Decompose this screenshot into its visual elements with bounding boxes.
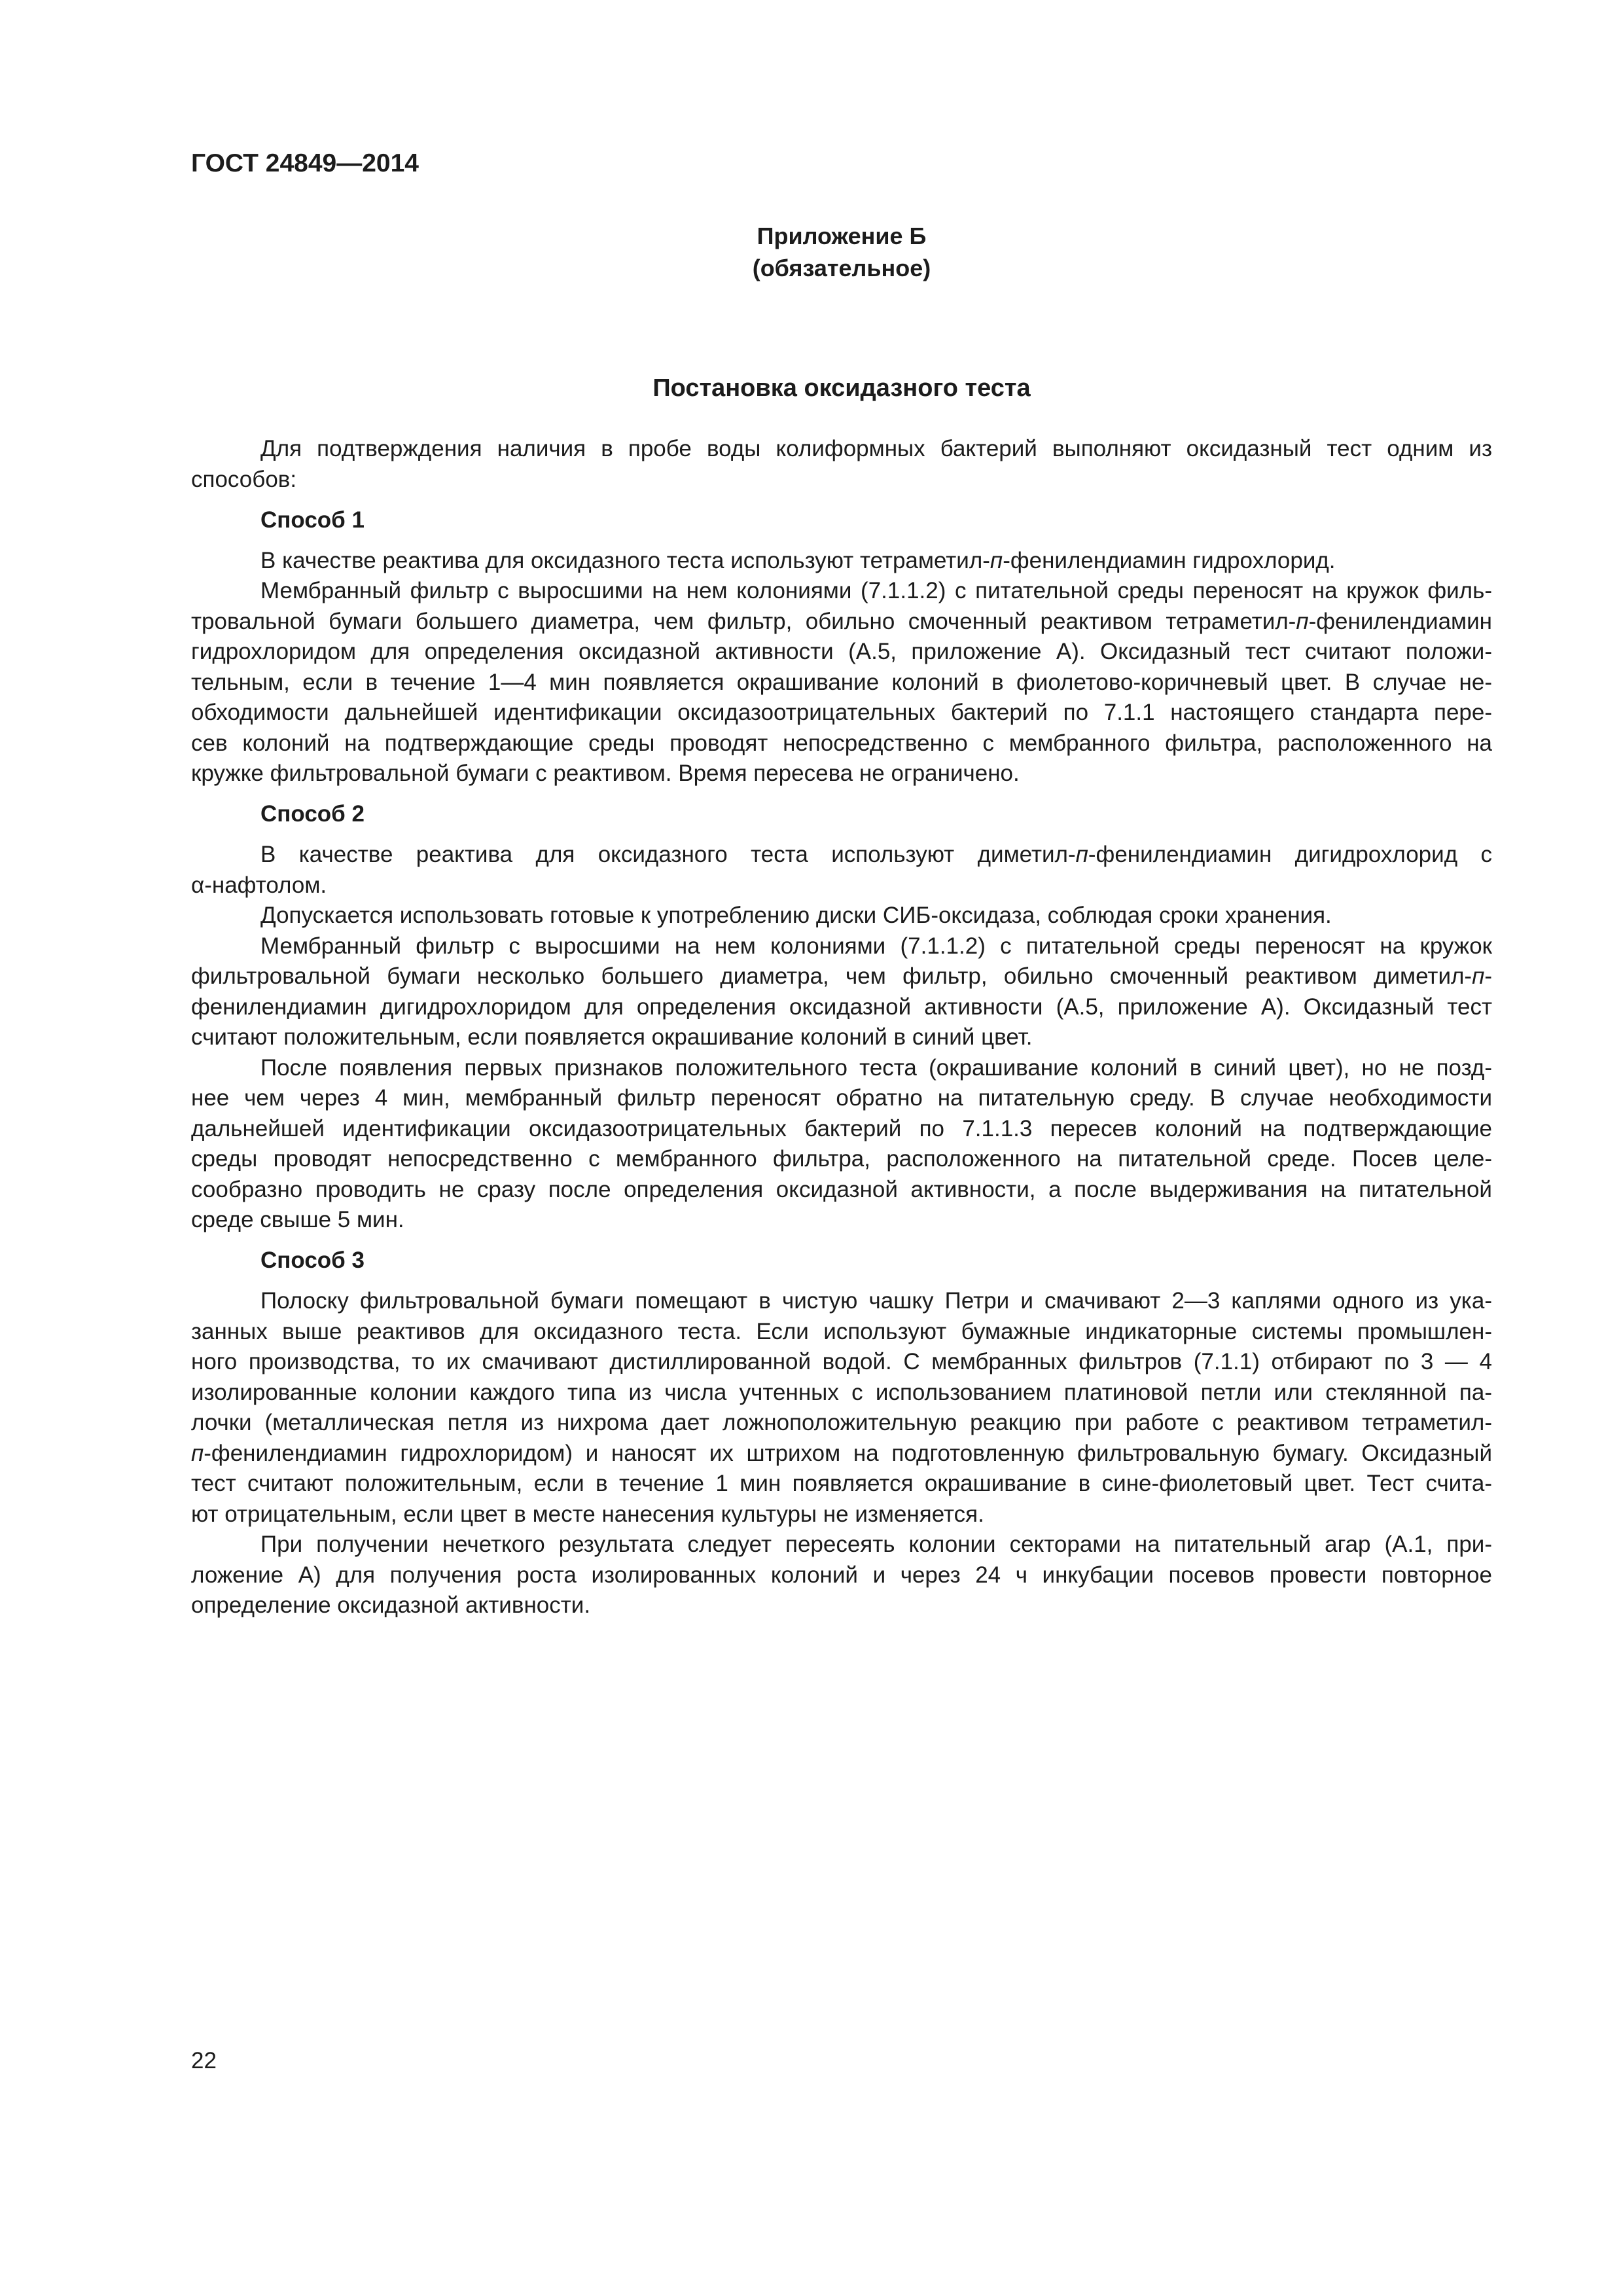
appendix-title: Приложение Б: [757, 223, 927, 249]
text-run: В качестве реактива для оксидазного теста используют тетраметил-: [260, 547, 990, 573]
appendix-heading: [191, 221, 1492, 284]
paragraph: [191, 434, 1492, 495]
text-line: [191, 1378, 1492, 1408]
text-run: кружке фильтровальной бумаги с реактивом. Время пересева не ограничено.: [191, 761, 1020, 786]
text-run: определение оксидазной активности.: [191, 1592, 591, 1618]
text-line: [191, 1083, 1492, 1114]
text-run: тельным, если в течение 1—4 мин появляется окрашивание колоний в фиолетово-коричневый цвет. В случае не-: [191, 669, 1492, 695]
paragraph: [191, 1286, 1492, 1530]
text-line: [191, 759, 1492, 789]
text-run: занных выше реактивов для оксидазного теста. Если используют бумажные индикаторные системы промышлен-: [191, 1318, 1492, 1344]
text-run: нее чем через 4 мин, мембранный фильтр переносят обратно на питательную среду. В случае необходимости: [191, 1085, 1492, 1111]
text-line: [191, 1286, 1492, 1317]
text-line: [191, 728, 1492, 759]
text-line: [191, 1469, 1492, 1499]
text-run: Для подтверждения наличия в пробе воды колиформных бактерий выполняют оксидазный тест одним из: [260, 436, 1492, 461]
text-run: ют отрицательным, если цвет в месте нанесения культуры не изменяется.: [191, 1501, 984, 1527]
text-run: Полоску фильтровальной бумаги помещают в чистую чашку Петри и смачивают 2—3 каплями одного из ука-: [260, 1288, 1492, 1314]
text-line: [191, 576, 1492, 607]
text-run: изолированные колонии каждого типа из числа учтенных с использованием платиновой петли или стеклянной па-: [191, 1379, 1492, 1405]
text-run: -фенилендиамин дигидрохлорид с: [1088, 842, 1493, 867]
text-run: среды проводят непосредственно с мембранного фильтра, расположенного на питательной среде. Посев целе-: [191, 1146, 1492, 1172]
paragraph: [191, 576, 1492, 789]
text-run: Мембранный фильтр с выросшими на нем колониями (7.1.1.2) с питательной среды переносят на кружок филь-: [260, 578, 1492, 603]
document-body: [191, 434, 1492, 1621]
text-run: фильтровальной бумаги несколько большего диаметра, чем фильтр, обильно смоченный реактивом диметил-: [191, 963, 1472, 989]
method-heading: Способ 1: [260, 507, 365, 533]
text-line: [191, 637, 1492, 668]
text-line: [191, 1347, 1492, 1378]
method-heading: Способ 2: [260, 801, 365, 827]
italic-text-run: п: [990, 547, 1003, 573]
text-run: После появления первых признаков положительного теста (окрашивание колоний в синий цвет), но не позд-: [260, 1054, 1492, 1081]
text-run: лочки (металлическая петля из нихрома дает ложноположительную реакцию при работе с реактивом тетраметил-: [191, 1410, 1492, 1435]
text-run: считают положительным, если появляется окрашивание колоний в синий цвет.: [191, 1024, 1033, 1050]
text-run: сев колоний на подтверждающие среды проводят непосредственно с мембранного фильтра, расположенного на: [191, 730, 1492, 756]
text-line: [191, 465, 1492, 495]
text-line: [191, 1560, 1492, 1591]
text-run: ного производства, то их смачивают дистиллированной водой. С мембранных фильтров (7.1.1) отбирают по 3 — 4: [191, 1349, 1492, 1374]
text-line: [191, 901, 1492, 931]
text-run: тест считают положительным, если в течение 1 мин появляется окрашивание в сине-фиолетовый цвет. Тест счита-: [191, 1471, 1492, 1496]
text-line: [191, 961, 1492, 992]
text-run: -фенилендиамин гидрохлоридом) и наносят их штрихом на подготовленную фильтровальную бумагу. Оксидазный: [204, 1440, 1492, 1466]
text-run: дальнейшей идентификации оксидазоотрицательных бактерий по 7.1.1.3 пересев колоний на подтверждающие: [191, 1115, 1492, 1141]
text-line: [191, 992, 1492, 1023]
text-line: [191, 434, 1492, 465]
method-heading: Способ 3: [260, 1247, 365, 1273]
text-line: [191, 1439, 1492, 1469]
text-run: способов:: [191, 466, 297, 492]
italic-text-run: п: [1296, 608, 1309, 634]
paragraph: [191, 901, 1492, 931]
text-line: [191, 1175, 1492, 1206]
italic-text-run: п: [1472, 963, 1485, 989]
text-line: [191, 1114, 1492, 1145]
paragraph: [191, 546, 1492, 577]
text-run: α-нафтолом.: [191, 872, 327, 898]
text-line: [191, 1499, 1492, 1530]
text-line: [191, 1053, 1492, 1084]
text-line: [191, 1317, 1492, 1348]
text-run: В качестве реактива для оксидазного теста используют диметил-: [260, 842, 1076, 867]
text-run: -фенилендиамин гидрохлорид.: [1003, 547, 1336, 573]
text-run: -: [1484, 963, 1492, 989]
paragraph: [191, 931, 1492, 1053]
text-run: Мембранный фильтр с выросшими на нем колониями (7.1.1.2) с питательной среды переносят на кружок: [260, 933, 1492, 959]
text-line: [191, 1590, 1492, 1621]
text-line: [191, 668, 1492, 698]
text-run: гидрохлоридом для определения оксидазной активности (А.5, приложение А). Оксидазный тест считают положи-: [191, 639, 1492, 664]
paragraph: [191, 1053, 1492, 1236]
appendix-status: (обязательное): [752, 254, 931, 281]
text-run: Допускается использовать готовые к употреблению диски СИБ-оксидаза, соблюдая сроки хранения.: [260, 903, 1332, 928]
text-line: [191, 1205, 1492, 1236]
text-line: [191, 1022, 1492, 1053]
page-number: 22: [191, 2048, 217, 2073]
text-run: При получении нечеткого результата следует пересеять колонии секторами на питательный агар (А.1, при-: [260, 1532, 1492, 1557]
text-run: ложение А) для получения роста изолированных колоний и через 24 ч инкубации посевов провести повторное: [191, 1562, 1492, 1588]
paragraph: [191, 840, 1492, 901]
text-run: фенилендиамин дигидрохлоридом для определения оксидазной активности (А.5, приложение А). Оксидазный тест: [191, 994, 1492, 1020]
text-line: [191, 698, 1492, 728]
text-line: [191, 1530, 1492, 1560]
italic-text-run: п: [1075, 842, 1088, 867]
paragraph: [191, 1530, 1492, 1621]
text-run: тровальной бумаги большего диаметра, чем фильтр, обильно смоченный реактивом тетраметил-: [191, 608, 1296, 634]
text-line: [191, 870, 1492, 901]
text-line: [191, 546, 1492, 577]
document-code-header: ГОСТ 24849—2014: [191, 149, 419, 177]
text-run: сообразно проводить не сразу после определения оксидазной активности, а после выдерживания на питательной: [191, 1176, 1492, 1202]
text-run: -фенилендиамин: [1308, 608, 1492, 634]
section-title: Постановка оксидазного теста: [652, 374, 1031, 402]
text-line: [191, 1144, 1492, 1175]
italic-text-run: п: [191, 1440, 204, 1466]
text-run: среде свыше 5 мин.: [191, 1207, 404, 1232]
text-run: обходимости дальнейшей идентификации оксидазоотрицательных бактерий по 7.1.1 настоящего стандарта пере-: [191, 700, 1492, 725]
text-line: [191, 607, 1492, 637]
text-line: [191, 931, 1492, 962]
text-line: [191, 1408, 1492, 1439]
text-line: [191, 840, 1492, 870]
